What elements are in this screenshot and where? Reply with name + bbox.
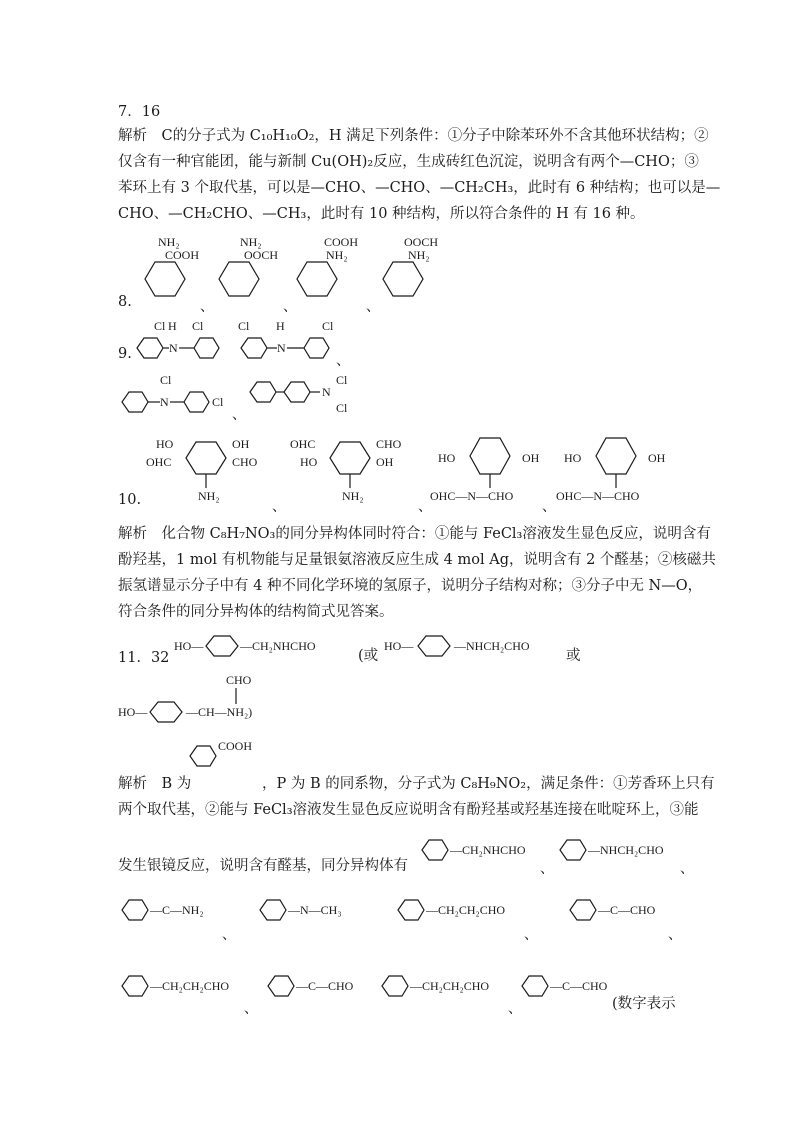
q11-iso10-chain: —C—CHO <box>550 979 608 993</box>
q9-structure-2 <box>236 318 346 368</box>
q11-analysis-line-1a: 解析 B 为 <box>118 776 192 792</box>
q11-isomer-5 <box>392 880 532 930</box>
q11-f3-ho: HO— <box>118 705 148 719</box>
q9-s2-cl1: Cl <box>238 319 250 333</box>
q11-f2-chain: —NHCH₂CHO <box>454 639 530 653</box>
question-10-number: 10. <box>118 492 142 508</box>
q10-s3-ho: HO <box>438 451 456 465</box>
q11-isomer-6 <box>564 880 684 930</box>
q11-f3-chain: —CH—NH₂) <box>186 705 253 719</box>
q8-structure-4 <box>378 232 458 312</box>
q11-isomer-3 <box>116 880 226 930</box>
q11-f1-ho: HO— <box>174 639 204 653</box>
q8-structure-1 <box>130 232 210 312</box>
q10-s4-ho: HO <box>564 451 582 465</box>
q9-s2-cl2: Cl <box>322 319 334 333</box>
q11-or-2: 或 <box>566 648 581 664</box>
q11-or-1: (或 <box>358 648 379 664</box>
q11-iso4-chain: —N—CH₃ <box>288 903 342 917</box>
q7-analysis-line-1: 解析 C的分子式为 C₁₀H₁₀O₂，H 满足下列条件：①分子中除苯环外不含其他环状结构；② <box>118 128 709 144</box>
q8-s3-nh2: NH₂ <box>326 248 348 262</box>
q9-s1-n: N <box>169 341 178 355</box>
q11-iso2-chain: —NHCH₂CHO <box>588 843 664 857</box>
q10-s1-nh2: NH₂ <box>198 489 220 503</box>
q10-s2-oh: OH <box>376 455 394 469</box>
q7-analysis-line-3: 苯环上有 3 个取代基，可以是—CHO、—CHO、—CH₂CH₃，此时有 6 种结构；也可以是— <box>118 180 721 196</box>
q10-structure-1 <box>144 428 284 508</box>
q10-analysis-line-4: 符合条件的同分异构体的结构简式见答案。 <box>118 604 394 620</box>
q11-f2-ho: HO— <box>384 639 414 653</box>
q11-isomer-2 <box>550 828 680 868</box>
q11-answer-formula-2 <box>384 632 574 672</box>
q9-s1-cl1: Cl <box>154 319 166 333</box>
q11-iso1-chain: —CH₂NHCHO <box>450 843 526 857</box>
q11-iso5-chain: —CH₂CH₂CHO <box>426 903 506 917</box>
q9-s2-n: N <box>277 341 286 355</box>
q11-f3-cho: CHO <box>226 673 252 687</box>
q9-structure-1 <box>132 318 232 368</box>
q10-s2-ho: HO <box>300 455 318 469</box>
q11-trailing-note: (数字表示 <box>612 996 676 1012</box>
q11-analysis-line-2: 两个取代基，②能与 FeCl₃溶液发生显色反应说明含有酚羟基或羟基连接在吡啶环上，③能 <box>118 802 699 818</box>
q11-iso8-chain: —C—CHO <box>296 979 354 993</box>
question-9-number: 9. <box>118 346 132 362</box>
q10-structure-4 <box>556 428 686 508</box>
q11-f1-chain: —CH₂NHCHO <box>240 639 316 653</box>
q11-pyridine-acid <box>180 738 270 778</box>
q8-s3-cooh: COOH <box>324 235 359 249</box>
q9-s3-n: N <box>160 395 169 409</box>
q10-s3-oh: OH <box>522 451 540 465</box>
q10-analysis-line-3: 振氢谱显示分子中有 4 种不同化学环境的氢原子，说明分子结构对称；③分子中无 N—O， <box>118 578 703 594</box>
q11-iso9-chain: —CH₂CH₂CHO <box>410 979 490 993</box>
q10-s4-oh: OH <box>648 451 666 465</box>
q11-pyr-cooh: COOH <box>218 739 253 753</box>
q11-answer-formula-3 <box>118 668 318 738</box>
q10-s4-chain: OHC—N—CHO <box>556 489 640 503</box>
q11-separator-6: 、 <box>244 1001 258 1017</box>
q8-s4-nh2: NH₂ <box>408 248 430 262</box>
q8-s2-ooch: OOCH <box>244 248 279 262</box>
q8-structure-2 <box>214 232 294 312</box>
q11-isomer-7 <box>116 956 256 1006</box>
q7-analysis-line-4: CHO、—CH₂CHO、—CH₃，此时有 10 种结构，所以符合条件的 H 有 16 种。 <box>118 206 645 222</box>
q9-structure-3 <box>120 374 240 424</box>
q9-s4-cl1: Cl <box>336 373 348 387</box>
q11-separator-4: 、 <box>524 927 538 943</box>
q9-separator-1: 、 <box>336 353 350 369</box>
q8-separator-2: 、 <box>283 299 297 315</box>
q10-s1-oh: OH <box>232 437 250 451</box>
q9-s3-cl1: Cl <box>160 373 172 387</box>
q9-s2-h: H <box>276 319 285 333</box>
q11-isomer-1 <box>412 828 542 868</box>
q11-answer-formula-1 <box>174 632 364 672</box>
q9-s3-cl2: Cl <box>212 395 224 409</box>
q11-iso7-chain: —CH₂CH₂CHO <box>150 979 230 993</box>
q10-structure-3 <box>430 428 560 508</box>
q11-separator-1: 、 <box>540 861 554 877</box>
q10-s1-cho: CHO <box>232 455 258 469</box>
q9-s1-h: H <box>168 319 177 333</box>
q10-s2-cho: CHO <box>376 437 402 451</box>
q9-s1-cl2: Cl <box>192 319 204 333</box>
q10-structure-2 <box>288 428 428 508</box>
q8-s2-nh2: NH₂ <box>240 235 262 249</box>
q11-isomer-10 <box>516 956 626 1006</box>
q11-separator-3: 、 <box>222 927 236 943</box>
q10-separator-2: 、 <box>418 499 432 515</box>
q9-separator-2: 、 <box>232 407 246 423</box>
q10-s2-ohc: OHC <box>290 437 316 451</box>
question-7-number: 7．16 <box>118 104 161 120</box>
q11-isomer-4 <box>254 880 364 930</box>
q9-structure-4 <box>248 372 358 422</box>
q8-separator-1: 、 <box>200 299 214 315</box>
q11-analysis-line-1b: ，P 为 B 的同系物，分子式为 C₈H₉NO₂，满足条件：①芳香环上只有 <box>262 776 715 792</box>
q11-analysis-line-3: 发生银镜反应，说明含有醛基，同分异构体有 <box>118 858 408 874</box>
question-11-number: 11．32 <box>118 650 170 666</box>
q11-separator-5: 、 <box>668 927 682 943</box>
q11-separator-2: 、 <box>680 861 694 877</box>
q10-analysis-line-1: 解析 化合物 C₈H₇NO₃的同分异构体同时符合：①能与 FeCl₃溶液发生显色反应，说明含有 <box>118 526 711 542</box>
q9-s4-n: N <box>322 385 331 399</box>
q8-s4-ooch: OOCH <box>404 235 439 249</box>
q9-s4-cl2: Cl <box>336 401 348 415</box>
q10-s3-chain: OHC—N—CHO <box>430 489 514 503</box>
q8-structure-3 <box>292 232 372 312</box>
q10-s1-ohc: OHC <box>146 455 172 469</box>
q8-s1-cooh: COOH <box>165 248 200 262</box>
q11-separator-7: 、 <box>508 1001 522 1017</box>
q7-analysis-line-2: 仅含有一种官能团，能与新制 Cu(OH)₂反应，生成砖红色沉淀，说明含有两个—CHO；③ <box>118 154 699 170</box>
q10-s2-nh2: NH₂ <box>342 489 364 503</box>
q11-isomer-8 <box>262 956 382 1006</box>
q8-separator-3: 、 <box>366 299 380 315</box>
q11-iso6-chain: —C—CHO <box>598 903 656 917</box>
q10-analysis-line-2: 酚羟基，1 mol 有机物能与足量银氨溶液反应生成 4 mol Ag，说明含有 2 个醛基；②核磁共 <box>118 552 716 568</box>
q10-separator-1: 、 <box>272 499 286 515</box>
q10-s1-ho: HO <box>156 437 174 451</box>
q10-separator-3: 、 <box>542 499 556 515</box>
q11-iso3-chain: —C—NH₂ <box>150 903 204 917</box>
q11-isomer-9 <box>376 956 516 1006</box>
question-8-number: 8. <box>118 294 132 310</box>
q8-s1-nh2: NH₂ <box>158 235 180 249</box>
